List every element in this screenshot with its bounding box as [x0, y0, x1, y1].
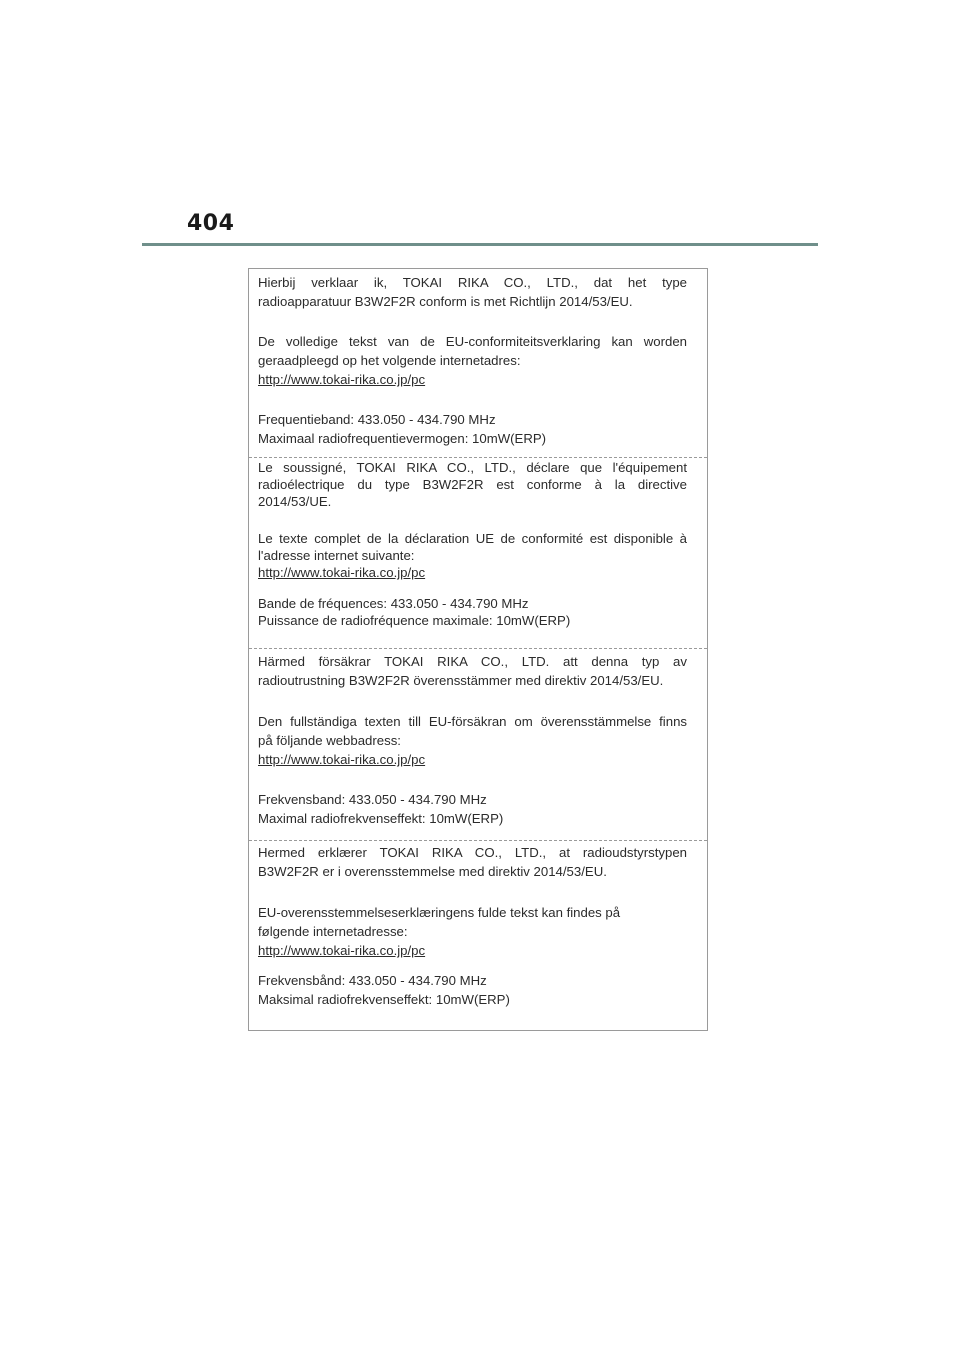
intro-paragraph — [258, 273, 687, 311]
intro-line: Hermed erklærer TOKAI RIKA CO., LTD., at radioudstyrstypen — [258, 845, 687, 860]
specs-paragraph — [258, 595, 687, 629]
full-text-line: De volledige tekst van de EU-conformiteitsverklaring kan worden — [258, 334, 687, 349]
full-text-line: l'adresse internet suivante: — [258, 548, 415, 563]
frequency-band: Frekvensbånd: 433.050 - 434.790 MHz — [258, 973, 487, 988]
max-power: Puissance de radiofréquence maximale: 10mW(ERP) — [258, 613, 571, 628]
full-text-line: geraadpleegd op het volgende internetadres: — [258, 353, 521, 368]
intro-paragraph — [258, 843, 687, 881]
specs-paragraph — [258, 790, 687, 828]
intro-line: radioapparatuur B3W2F2R conform is met Richtlijn 2014/53/EU. — [258, 294, 633, 309]
declaration-url-link[interactable]: http://www.tokai-rika.co.jp/pc — [258, 943, 426, 958]
full-text-paragraph — [258, 530, 687, 581]
intro-paragraph — [258, 459, 687, 510]
frequency-band: Bande de fréquences: 433.050 - 434.790 MHz — [258, 596, 529, 611]
full-text-line: følgende internetadresse: — [258, 924, 408, 939]
specs-paragraph — [258, 410, 687, 448]
max-power: Maximaal radiofrequentievermogen: 10mW(ERP) — [258, 431, 547, 446]
frequency-band: Frekvensband: 433.050 - 434.790 MHz — [258, 792, 487, 807]
frequency-band: Frequentieband: 433.050 - 434.790 MHz — [258, 412, 496, 427]
declaration-section-nl — [249, 269, 707, 457]
declaration-url-link[interactable]: http://www.tokai-rika.co.jp/pc — [258, 565, 426, 580]
full-text-paragraph — [258, 332, 687, 389]
declaration-url-link[interactable]: http://www.tokai-rika.co.jp/pc — [258, 752, 426, 767]
declaration-section-da — [249, 840, 707, 1030]
intro-line: radioutrustning B3W2F2R överensstämmer med direktiv 2014/53/EU. — [258, 673, 664, 688]
declaration-section-fr — [249, 457, 707, 648]
declaration-section-sv — [249, 648, 707, 840]
page-number: 404 — [187, 211, 235, 236]
intro-line: B3W2F2R er i overensstemmelse med direktiv 2014/53/EU. — [258, 864, 607, 879]
full-text-line: Den fullständiga texten till EU-försäkran om överensstämmelse finns — [258, 714, 687, 729]
full-text-line: EU-overensstemmelseserklæringens fulde tekst kan findes på — [258, 905, 621, 920]
intro-paragraph — [258, 652, 687, 690]
intro-line: 2014/53/UE. — [258, 494, 332, 509]
max-power: Maximal radiofrekvenseffekt: 10mW(ERP) — [258, 811, 504, 826]
specs-paragraph — [258, 971, 687, 1009]
full-text-line: på följande webbadress: — [258, 733, 401, 748]
declaration-url-link[interactable]: http://www.tokai-rika.co.jp/pc — [258, 372, 426, 387]
intro-line: Le soussigné, TOKAI RIKA CO., LTD., déclare que l'équipement — [258, 460, 687, 475]
intro-line: radioélectrique du type B3W2F2R est conforme à la directive — [258, 477, 687, 492]
intro-line: Härmed försäkrar TOKAI RIKA CO., LTD. att denna typ av — [258, 654, 687, 669]
max-power: Maksimal radiofrekvenseffekt: 10mW(ERP) — [258, 992, 510, 1007]
intro-line: Hierbij verklaar ik, TOKAI RIKA CO., LTD., dat het type — [258, 275, 687, 290]
declaration-box — [248, 268, 708, 1031]
full-text-line: Le texte complet de la déclaration UE de conformité est disponible à — [258, 531, 687, 546]
full-text-paragraph — [258, 712, 687, 769]
full-text-paragraph — [258, 903, 687, 960]
header-rule — [142, 243, 818, 246]
